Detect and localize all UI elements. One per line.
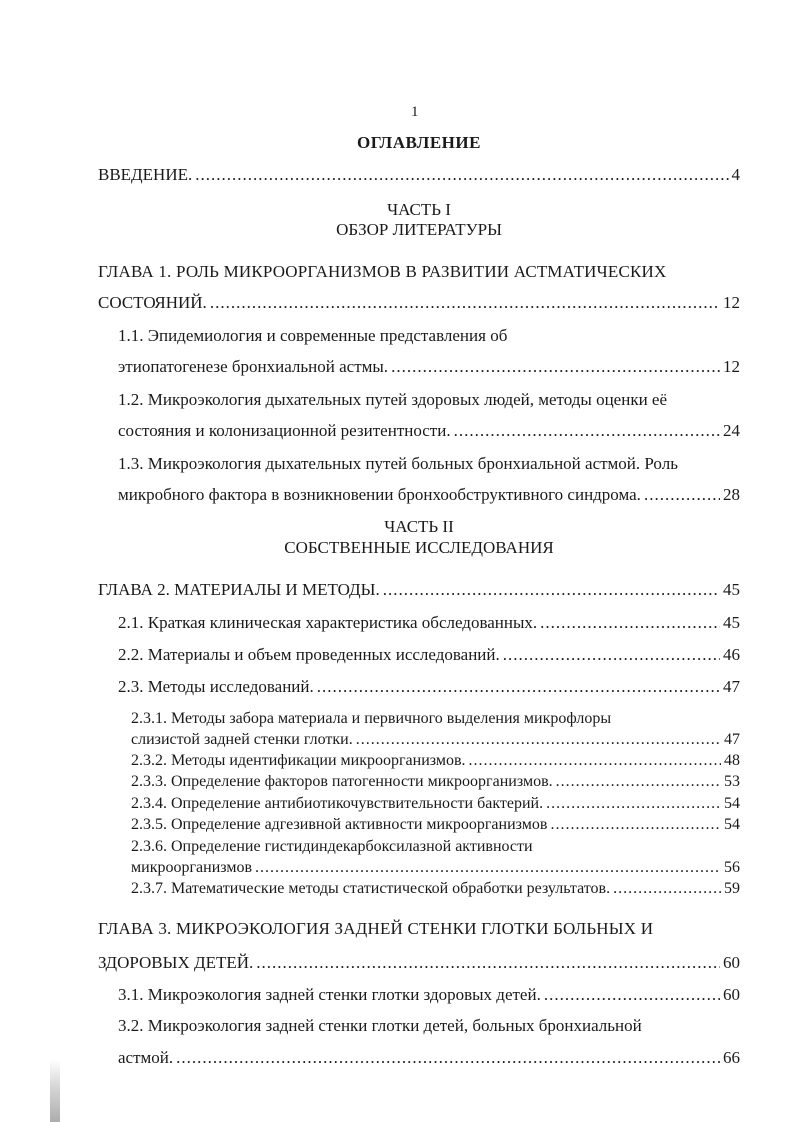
dot-leader (356, 731, 721, 749)
toc-page-number: 54 (724, 816, 740, 833)
dot-leader (503, 645, 720, 665)
dot-leader (556, 773, 721, 791)
toc-entry-text: слизистой задней стенки глотки. (131, 731, 353, 748)
toc-entry-introduction[interactable] (98, 165, 740, 185)
part-name: СОБСТВЕННЫЕ ИССЛЕДОВАНИЯ (284, 538, 554, 557)
scan-smudge (50, 1060, 60, 1122)
dot-leader (469, 752, 721, 770)
toc-entry-subsection-2-3-1[interactable] (131, 731, 740, 749)
toc-entry-chapter-1[interactable] (98, 293, 740, 313)
toc-page-number: 45 (723, 580, 740, 599)
toc-page-number: 47 (724, 731, 740, 748)
subsection-2-3-6-line1: 2.3.6. Определение гистидиндекарбоксилазной активности (131, 838, 533, 855)
toc-entry-section-2-2[interactable] (118, 645, 740, 665)
toc-page-number: 66 (723, 1048, 740, 1067)
toc-page-number: 60 (723, 985, 740, 1004)
section-1-3-line1: 1.3. Микроэкология дыхательных путей больных бронхиальной астмой. Роль (118, 454, 678, 473)
toc-entry-section-1-1[interactable] (118, 357, 740, 377)
toc-entry-text: 2.3.3. Определение факторов патогенности микроорганизмов. (131, 773, 553, 790)
toc-entry-section-3-1[interactable] (118, 985, 740, 1005)
toc-entry-chapter-3[interactable] (98, 953, 740, 973)
dot-leader (391, 357, 720, 377)
toc-page-number: 24 (723, 421, 740, 440)
dot-leader (544, 985, 720, 1005)
toc-entry-subsection-2-3-5[interactable] (131, 816, 740, 834)
dot-leader (317, 677, 720, 697)
toc-entry-text: микробного фактора в возникновении бронхообструктивного синдрома. (118, 485, 641, 504)
dot-leader (454, 421, 720, 441)
toc-entry-subsection-2-3-7[interactable] (131, 880, 740, 898)
toc-entry-text: 3.1. Микроэкология задней стенки глотки здоровых детей. (118, 985, 541, 1004)
dot-leader (383, 580, 720, 600)
dot-leader (210, 293, 720, 313)
toc-entry-text: СОСТОЯНИЙ. (98, 293, 207, 312)
toc-page-number: 12 (723, 357, 740, 376)
toc-entry-text: 2.3.5. Определение адгезивной активности микроорганизмов (131, 816, 548, 833)
toc-entry-section-3-2[interactable] (118, 1048, 740, 1068)
section-3-2-line1: 3.2. Микроэкология задней стенки глотки детей, больных бронхиальной (118, 1016, 642, 1035)
toc-page-number: 60 (723, 953, 740, 972)
toc-entry-text: 2.3. Методы исследований. (118, 677, 314, 696)
toc-page-number: 54 (724, 795, 740, 812)
toc-page-number: 59 (724, 880, 740, 897)
toc-page-number: 45 (723, 613, 740, 632)
toc-page-number: 56 (724, 859, 740, 876)
page-title: ОГЛАВЛЕНИЕ (357, 133, 481, 152)
toc-entry-section-2-1[interactable] (118, 613, 740, 633)
toc-entry-section-2-3[interactable] (118, 677, 740, 697)
toc-page-number: 12 (723, 293, 740, 312)
section-1-1-line1: 1.1. Эпидемиология и современные представления об (118, 326, 508, 345)
toc-entry-text: микроорганизмов (131, 859, 253, 876)
chapter-1-title-line1: ГЛАВА 1. РОЛЬ МИКРООРГАНИЗМОВ В РАЗВИТИИ АСТМАТИЧЕСКИХ (98, 262, 667, 281)
toc-page-number: 4 (731, 165, 740, 184)
dot-leader (550, 816, 721, 834)
toc-entry-text: астмой. (118, 1048, 174, 1067)
toc-entry-text: состояния и колонизационной резитентности. (118, 421, 451, 440)
dot-leader (546, 795, 721, 813)
dot-leader (176, 1048, 720, 1068)
toc-page-number: 48 (724, 752, 740, 769)
page-number: 1 (411, 104, 419, 120)
toc-entry-text: 2.1. Краткая клиническая характеристика обследованных. (118, 613, 538, 632)
toc-page-number: 53 (724, 773, 740, 790)
toc-entry-text: этиопатогенезе бронхиальной астмы. (118, 357, 389, 376)
dot-leader (255, 859, 721, 877)
toc-entry-subsection-2-3-6[interactable] (131, 859, 740, 877)
toc-entry-section-1-2[interactable] (118, 421, 740, 441)
toc-entry-subsection-2-3-4[interactable] (131, 795, 740, 813)
part-name: ОБЗОР ЛИТЕРАТУРЫ (336, 220, 502, 239)
toc-entry-text: 2.3.7. Математические методы статистической обработки результатов. (131, 880, 611, 897)
part-label: ЧАСТЬ I (387, 200, 451, 219)
chapter-3-title-line1: ГЛАВА 3. МИКРОЭКОЛОГИЯ ЗАДНЕЙ СТЕНКИ ГЛОТКИ БОЛЬНЫХ И (98, 919, 654, 938)
dot-leader (540, 613, 720, 633)
toc-entry-subsection-2-3-3[interactable] (131, 773, 740, 791)
dot-leader (613, 880, 721, 898)
toc-entry-text: 2.2. Материалы и объем проведенных исследований. (118, 645, 500, 664)
toc-page-number: 46 (723, 645, 740, 664)
toc-entry-subsection-2-3-2[interactable] (131, 752, 740, 770)
part-label: ЧАСТЬ II (384, 517, 454, 536)
toc-entry-text: ЗДОРОВЫХ ДЕТЕЙ. (98, 953, 254, 972)
subsection-2-3-1-line1: 2.3.1. Методы забора материала и первичного выделения микрофлоры (131, 710, 612, 727)
toc-page-number: 47 (723, 677, 740, 696)
toc-entry-section-1-3[interactable] (118, 485, 740, 505)
section-1-2-line1: 1.2. Микроэкология дыхательных путей здоровых людей, методы оценки её (118, 390, 668, 409)
toc-page-number: 28 (723, 485, 740, 504)
dot-leader (195, 165, 728, 185)
toc-entry-text: 2.3.2. Методы идентификации микроорганизмов. (131, 752, 466, 769)
toc-entry-text: ГЛАВА 2. МАТЕРИАЛЫ И МЕТОДЫ. (98, 580, 380, 599)
toc-entry-chapter-2[interactable] (98, 580, 740, 600)
dot-leader (256, 953, 720, 973)
toc-entry-text: 2.3.4. Определение антибиотикочувствительности бактерий. (131, 795, 544, 812)
toc-entry-text: ВВЕДЕНИЕ. (98, 165, 193, 184)
dot-leader (644, 485, 720, 505)
